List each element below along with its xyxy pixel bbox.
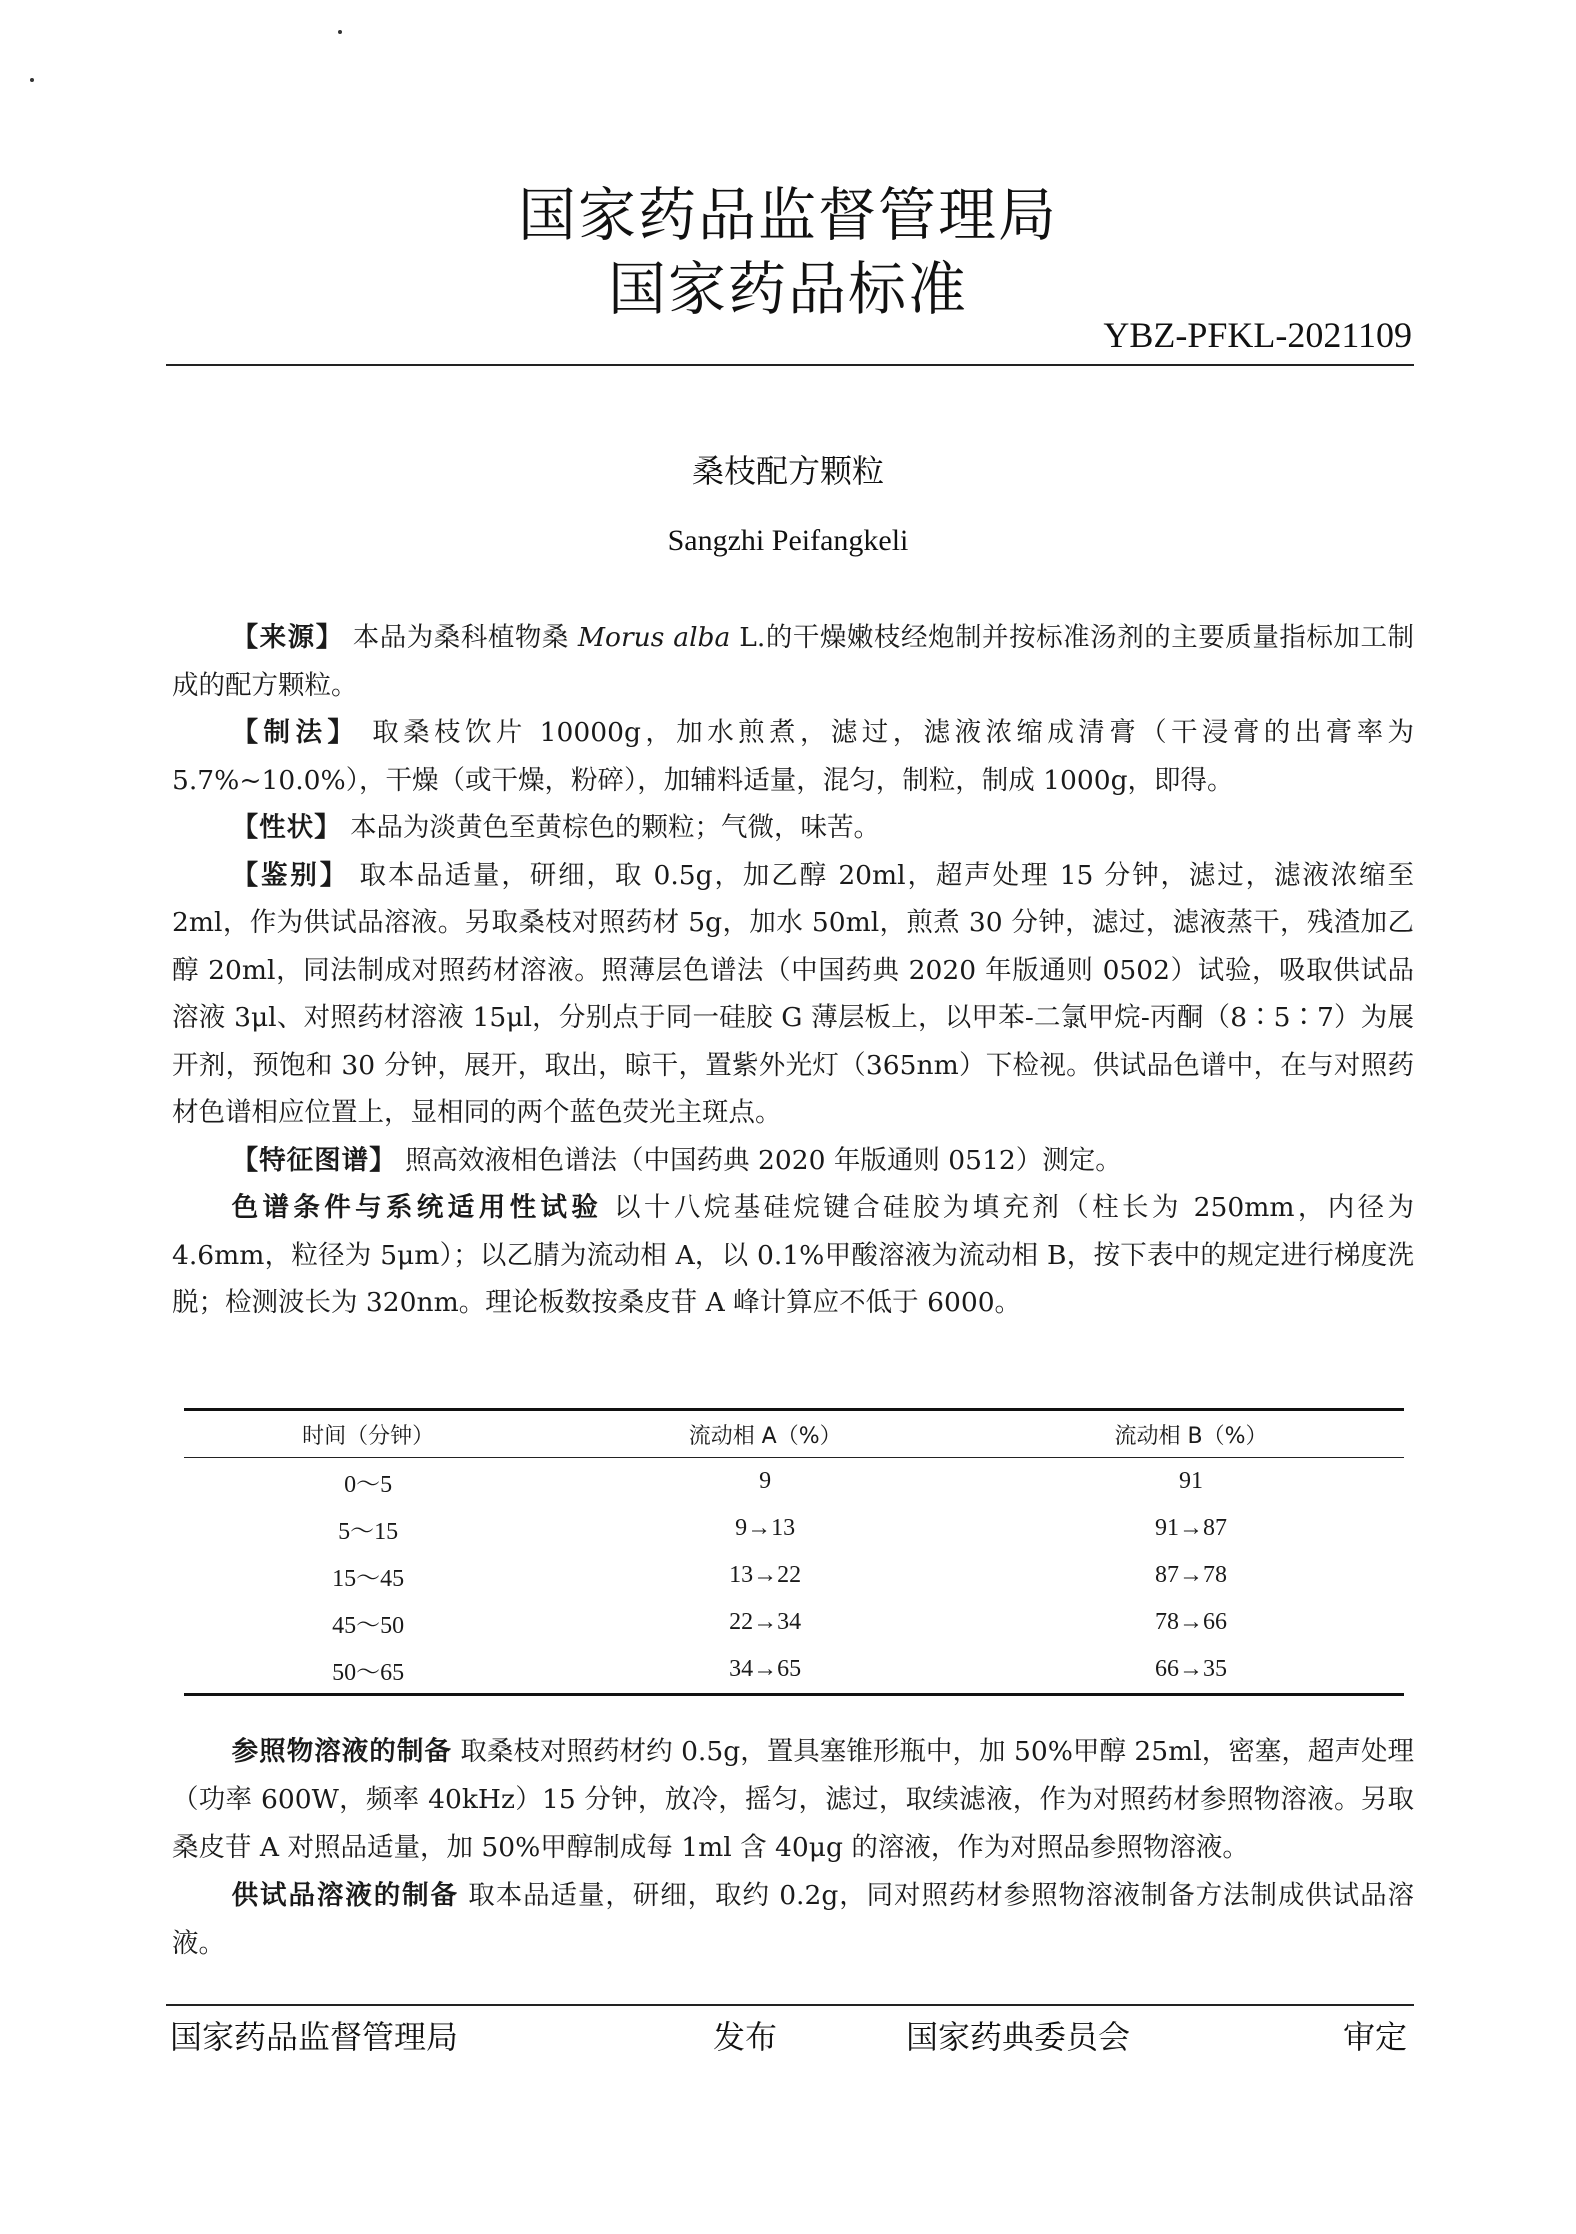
product-name-cn: 桑枝配方颗粒 [691, 452, 884, 490]
table-cell: 78→66 [1155, 1609, 1228, 1635]
table-cell: 91 [1179, 1468, 1204, 1494]
monograph-body [172, 614, 1414, 1327]
table-header-row [184, 1410, 1404, 1458]
monograph-body-continued [172, 1728, 1414, 1968]
properties-section [172, 804, 1414, 852]
table-cell: 50～65 [332, 1660, 405, 1686]
footer-divider [166, 2004, 1414, 2006]
column-header: 流动相 B（%） [1114, 1423, 1268, 1449]
standard-code: YBZ-PFKL-2021109 [1103, 315, 1412, 355]
method-section [172, 709, 1414, 804]
footer-issue-word: 发布 [713, 2018, 778, 2056]
footer-reviewer: 国家药典委员会 [906, 2018, 1131, 2056]
agency-title: 国家药品监督管理局 [517, 181, 1058, 249]
conditions-section [172, 1184, 1414, 1327]
test-solution-section [172, 1872, 1414, 1968]
section-label: 【特征图谱】 [231, 1144, 397, 1176]
table-cell: 15～45 [332, 1566, 405, 1592]
table-cell: 45～50 [332, 1613, 405, 1639]
standard-title: 国家药品标准 [607, 255, 968, 323]
column-header: 流动相 A（%） [688, 1423, 842, 1449]
table-cell: 9→13 [735, 1515, 796, 1541]
table-cell: 0～5 [344, 1472, 393, 1498]
product-name-en: Sangzhi Peifangkeli [667, 524, 909, 557]
table-cell: 87→78 [1155, 1562, 1228, 1588]
table-cell: 5～15 [338, 1519, 399, 1545]
table-row [184, 1646, 1404, 1695]
table-row [184, 1552, 1404, 1599]
section-text: 以十八烷基硅烷键合硅胶为填充剂（柱长为 250mm，内径为 4.6mm，粒径为 5μm）；以乙腈为流动相 A，以 0.1%甲酸溶液为流动相 B，按下表中的规定进行梯度洗脱；检测波长为 320nm。理论板数按桑皮苷 A 峰计算应不低于 6000。 [172, 1192, 1414, 1318]
table-cell: 22→34 [729, 1609, 802, 1635]
footer-issuer: 国家药品监督管理局 [170, 2018, 459, 2056]
section-label: 供试品溶液的制备 [231, 1880, 459, 1911]
header-divider [166, 364, 1414, 366]
section-label: 【性状】 [231, 812, 342, 843]
table-row [184, 1599, 1404, 1646]
table-cell: 9 [759, 1468, 772, 1494]
table-cell: 34→65 [729, 1656, 802, 1682]
section-text: 取本品适量，研细，取约 0.2g，同对照药材参照物溶液制备方法制成供试品溶液。 [172, 1880, 1415, 1959]
section-text: 照高效液相色谱法（中国药典 2020 年版通则 0512）测定。 [405, 1144, 1122, 1176]
reference-solution-section [172, 1728, 1414, 1872]
fingerprint-section [172, 1137, 1414, 1185]
identification-section [172, 852, 1414, 1137]
scan-speck [338, 30, 342, 34]
scan-speck [30, 78, 34, 82]
gradient-table [184, 1408, 1404, 1696]
section-label: 【来源】 [231, 622, 344, 653]
table-cell: 66→35 [1155, 1656, 1228, 1682]
section-text: 取本品适量，研细，取 0.5g，加乙醇 20ml，超声处理 15 分钟，滤过，滤液浓缩至 2ml，作为供试品溶液。另取桑枝对照药材 5g，加水 50ml，煎煮 30 分钟，滤过，滤液蒸干，残渣加乙醇 20ml，同法制成对照药材溶液。照薄层色谱法（中国药典 2020 年版通则 0502）试验，吸取供试品溶液 3μl、对照药材溶液 15μl，分别点于同一硅胶 G 薄层板上，以甲苯-二氯甲烷-丙酮（8∶5∶7）为展开剂，预饱和 30 分钟，展开，取出，晾干，置紫外光灯（365nm）下检视。供试品色谱中，在与对照药材色谱相应位置上，显相同的两个蓝色荧光主斑点。 [172, 859, 1414, 1128]
table-cell: 91→87 [1155, 1515, 1228, 1541]
section-text: 取桑枝饮片 10000g，加水煎煮，滤过，滤液浓缩成清膏（干浸膏的出膏率为 5.7%~10.0%），干燥（或干燥，粉碎），加辅料适量，混匀，制粒，制成 1000g，即得。 [172, 717, 1415, 796]
section-text: L.的干燥嫩枝经炮制并按标准汤剂的主要质量指标加工制成的配方颗粒。 [172, 622, 1414, 701]
table-row [184, 1505, 1404, 1552]
section-label: 参照物溶液的制备 [231, 1736, 452, 1767]
latin-name: Morus alba [577, 622, 731, 653]
section-label: 色谱条件与系统适用性试验 [231, 1192, 603, 1223]
column-header: 时间（分钟） [302, 1423, 435, 1449]
table-row [184, 1458, 1404, 1506]
section-text: 取桑枝对照药材约 0.5g，置具塞锥形瓶中，加 50%甲醇 25ml，密塞，超声处理（功率 600W，频率 40kHz）15 分钟，放冷，摇匀，滤过，取续滤液，作为对照药材参照物溶液。另取桑皮苷 A 对照品适量，加 50%甲醇制成每 1ml 含 40μg 的溶液，作为对照品参照物溶液。 [172, 1736, 1415, 1863]
section-label: 【鉴别】 [231, 859, 350, 891]
source-section [172, 614, 1414, 709]
footer-review-word: 审定 [1343, 2018, 1408, 2056]
section-text: 本品为桑科植物桑 [352, 622, 578, 653]
table-cell: 13→22 [729, 1562, 802, 1588]
section-label: 【制法】 [231, 717, 360, 748]
section-text: 本品为淡黄色至黄棕色的颗粒；气微，味苦。 [350, 812, 881, 843]
